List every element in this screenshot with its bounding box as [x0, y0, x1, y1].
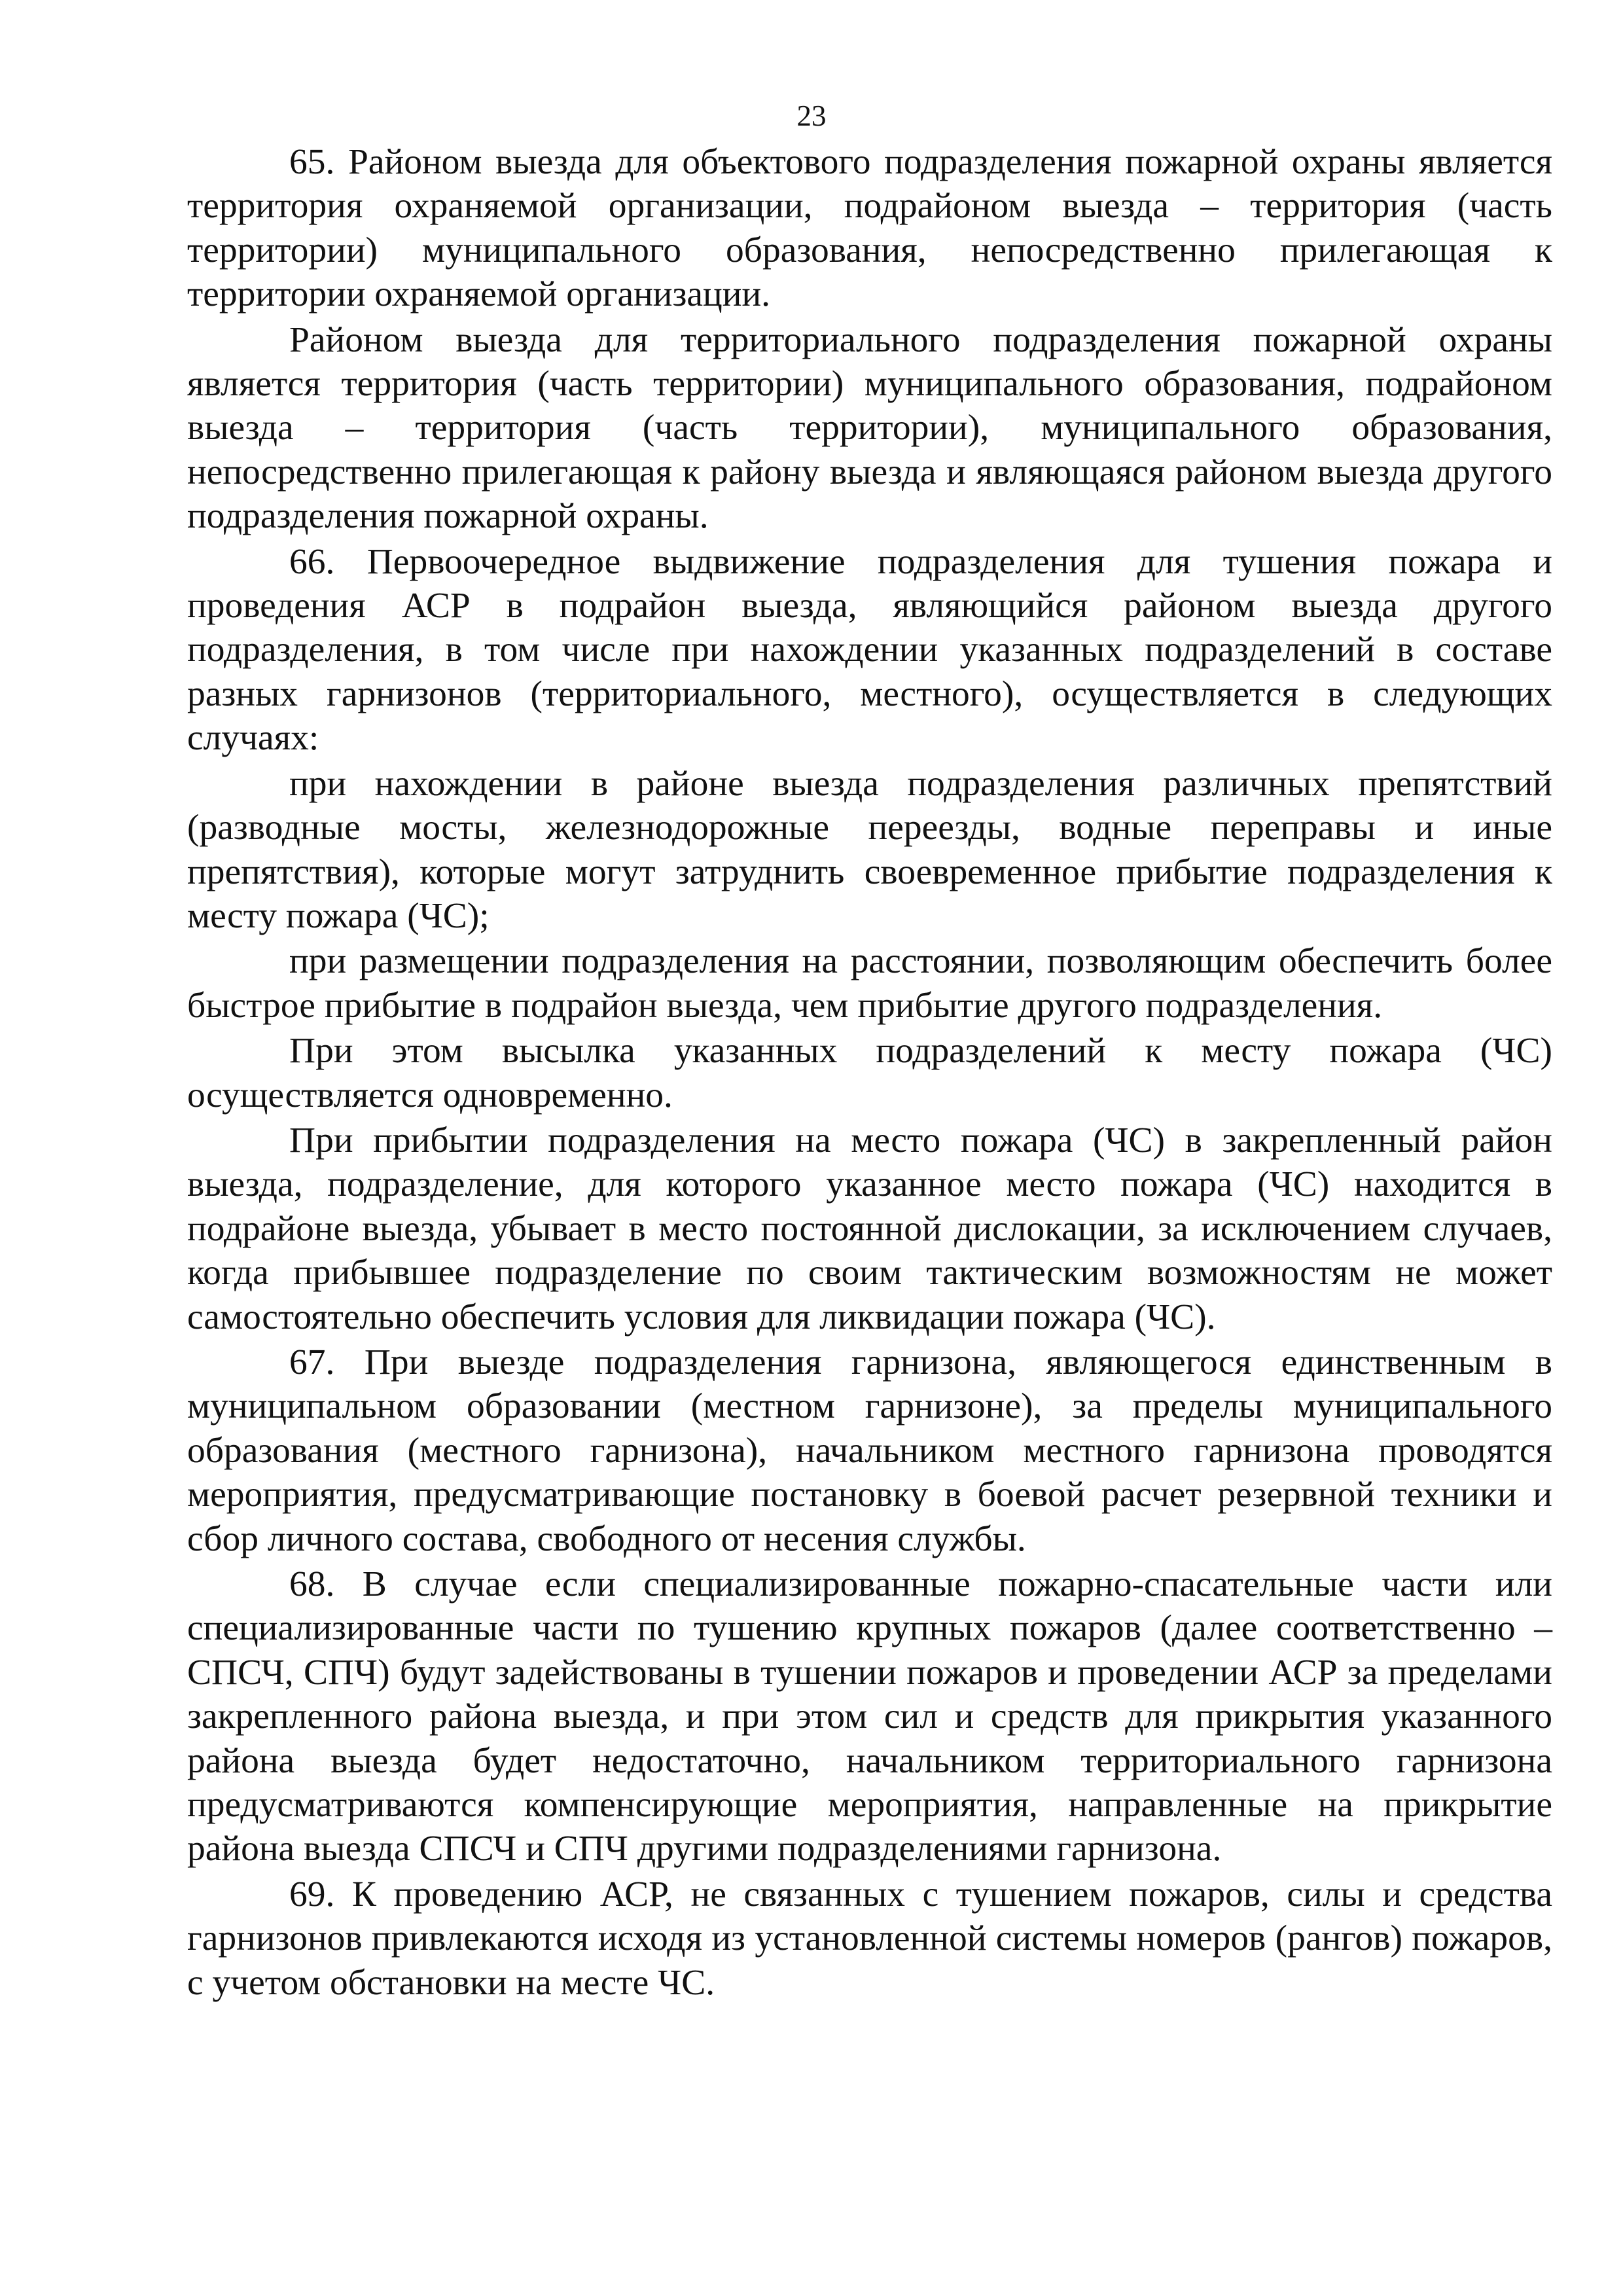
paragraph-66-case-distance: при размещении подразделения на расстоянии, позволяющим обеспечить более быстрое прибытие в подрайон выезда, чем прибытие другого подразделения. — [187, 941, 1552, 1026]
paragraph-65-territorial: Районом выезда для территориального подразделения пожарной охраны является территория (часть территории) муниципального образования, подрайоном выезда – территория (часть территории), муниципального образования, непосредственно прилегающая к району выезда и являющаяся районом выезда другого подразделения пожарной охраны. — [187, 319, 1552, 537]
paragraph-69: 69. К проведению АСР, не связанных с тушением пожаров, силы и средства гарнизонов привлекаются исходя из установленной системы номеров (рангов) пожаров, с учетом обстановки на месте ЧС. — [187, 1874, 1552, 2003]
paragraph-67: 67. При выезде подразделения гарнизона, являющегося единственным в муниципальном образовании (местном гарнизоне), за пределы муниципального образования (местного гарнизона), начальником местного гарнизона проводятся мероприятия, предусматривающие постановку в боевой расчет резервной техники и сбор личного состава, свободного от несения службы. — [187, 1342, 1552, 1559]
paragraph-66-case-obstacles: при нахождении в районе выезда подразделения различных препятствий (разводные мосты, железнодорожные переезды, водные переправы и иные препятствия), которые могут затруднить своевременное прибытие подразделения к месту пожара (ЧС); — [187, 763, 1552, 936]
paragraph-66: 66. Первоочередное выдвижение подразделения для тушения пожара и проведения АСР в подрайон выезда, являющийся районом выезда другого подразделения, в том числе при нахождении указанных подразделений в составе разных гарнизонов (территориального, местного), осуществляется в следующих случаях: — [187, 541, 1552, 759]
paragraph-65: 65. Районом выезда для объектового подразделения пожарной охраны является территория охраняемой организации, подрайоном выезда – территория (часть территории) муниципального образования, непосредственно прилегающая к территории охраняемой организации. — [187, 142, 1552, 315]
paragraph-66-arrival: При прибытии подразделения на место пожара (ЧС) в закрепленный район выезда, подразделение, для которого указанное место пожара (ЧС) находится в подрайоне выезда, убывает в место постоянной дислокации, за исключением случаев, когда прибывшее подразделение по своим тактическим возможностям не может самостоятельно обеспечить условия для ликвидации пожара (ЧС). — [187, 1120, 1552, 1337]
page-number: 23 — [796, 99, 827, 132]
paragraph-68: 68. В случае если специализированные пожарно-спасательные части или специализированные части по тушению крупных пожаров (далее соответственно – СПСЧ, СПЧ) будут задействованы в тушении пожаров и проведении АСР за пределами закрепленного района выезда, и при этом сил и средств для прикрытия указанного района выезда будет недостаточно, начальником территориального гарнизона предусматриваются компенсирующие мероприятия, направленные на прикрытие района выезда СПСЧ и СПЧ другими подразделениями гарнизона. — [187, 1564, 1552, 1869]
document-body — [187, 140, 1552, 2005]
paragraph-66-simultaneous: При этом высылка указанных подразделений к месту пожара (ЧС) осуществляется одновременно. — [187, 1031, 1552, 1115]
